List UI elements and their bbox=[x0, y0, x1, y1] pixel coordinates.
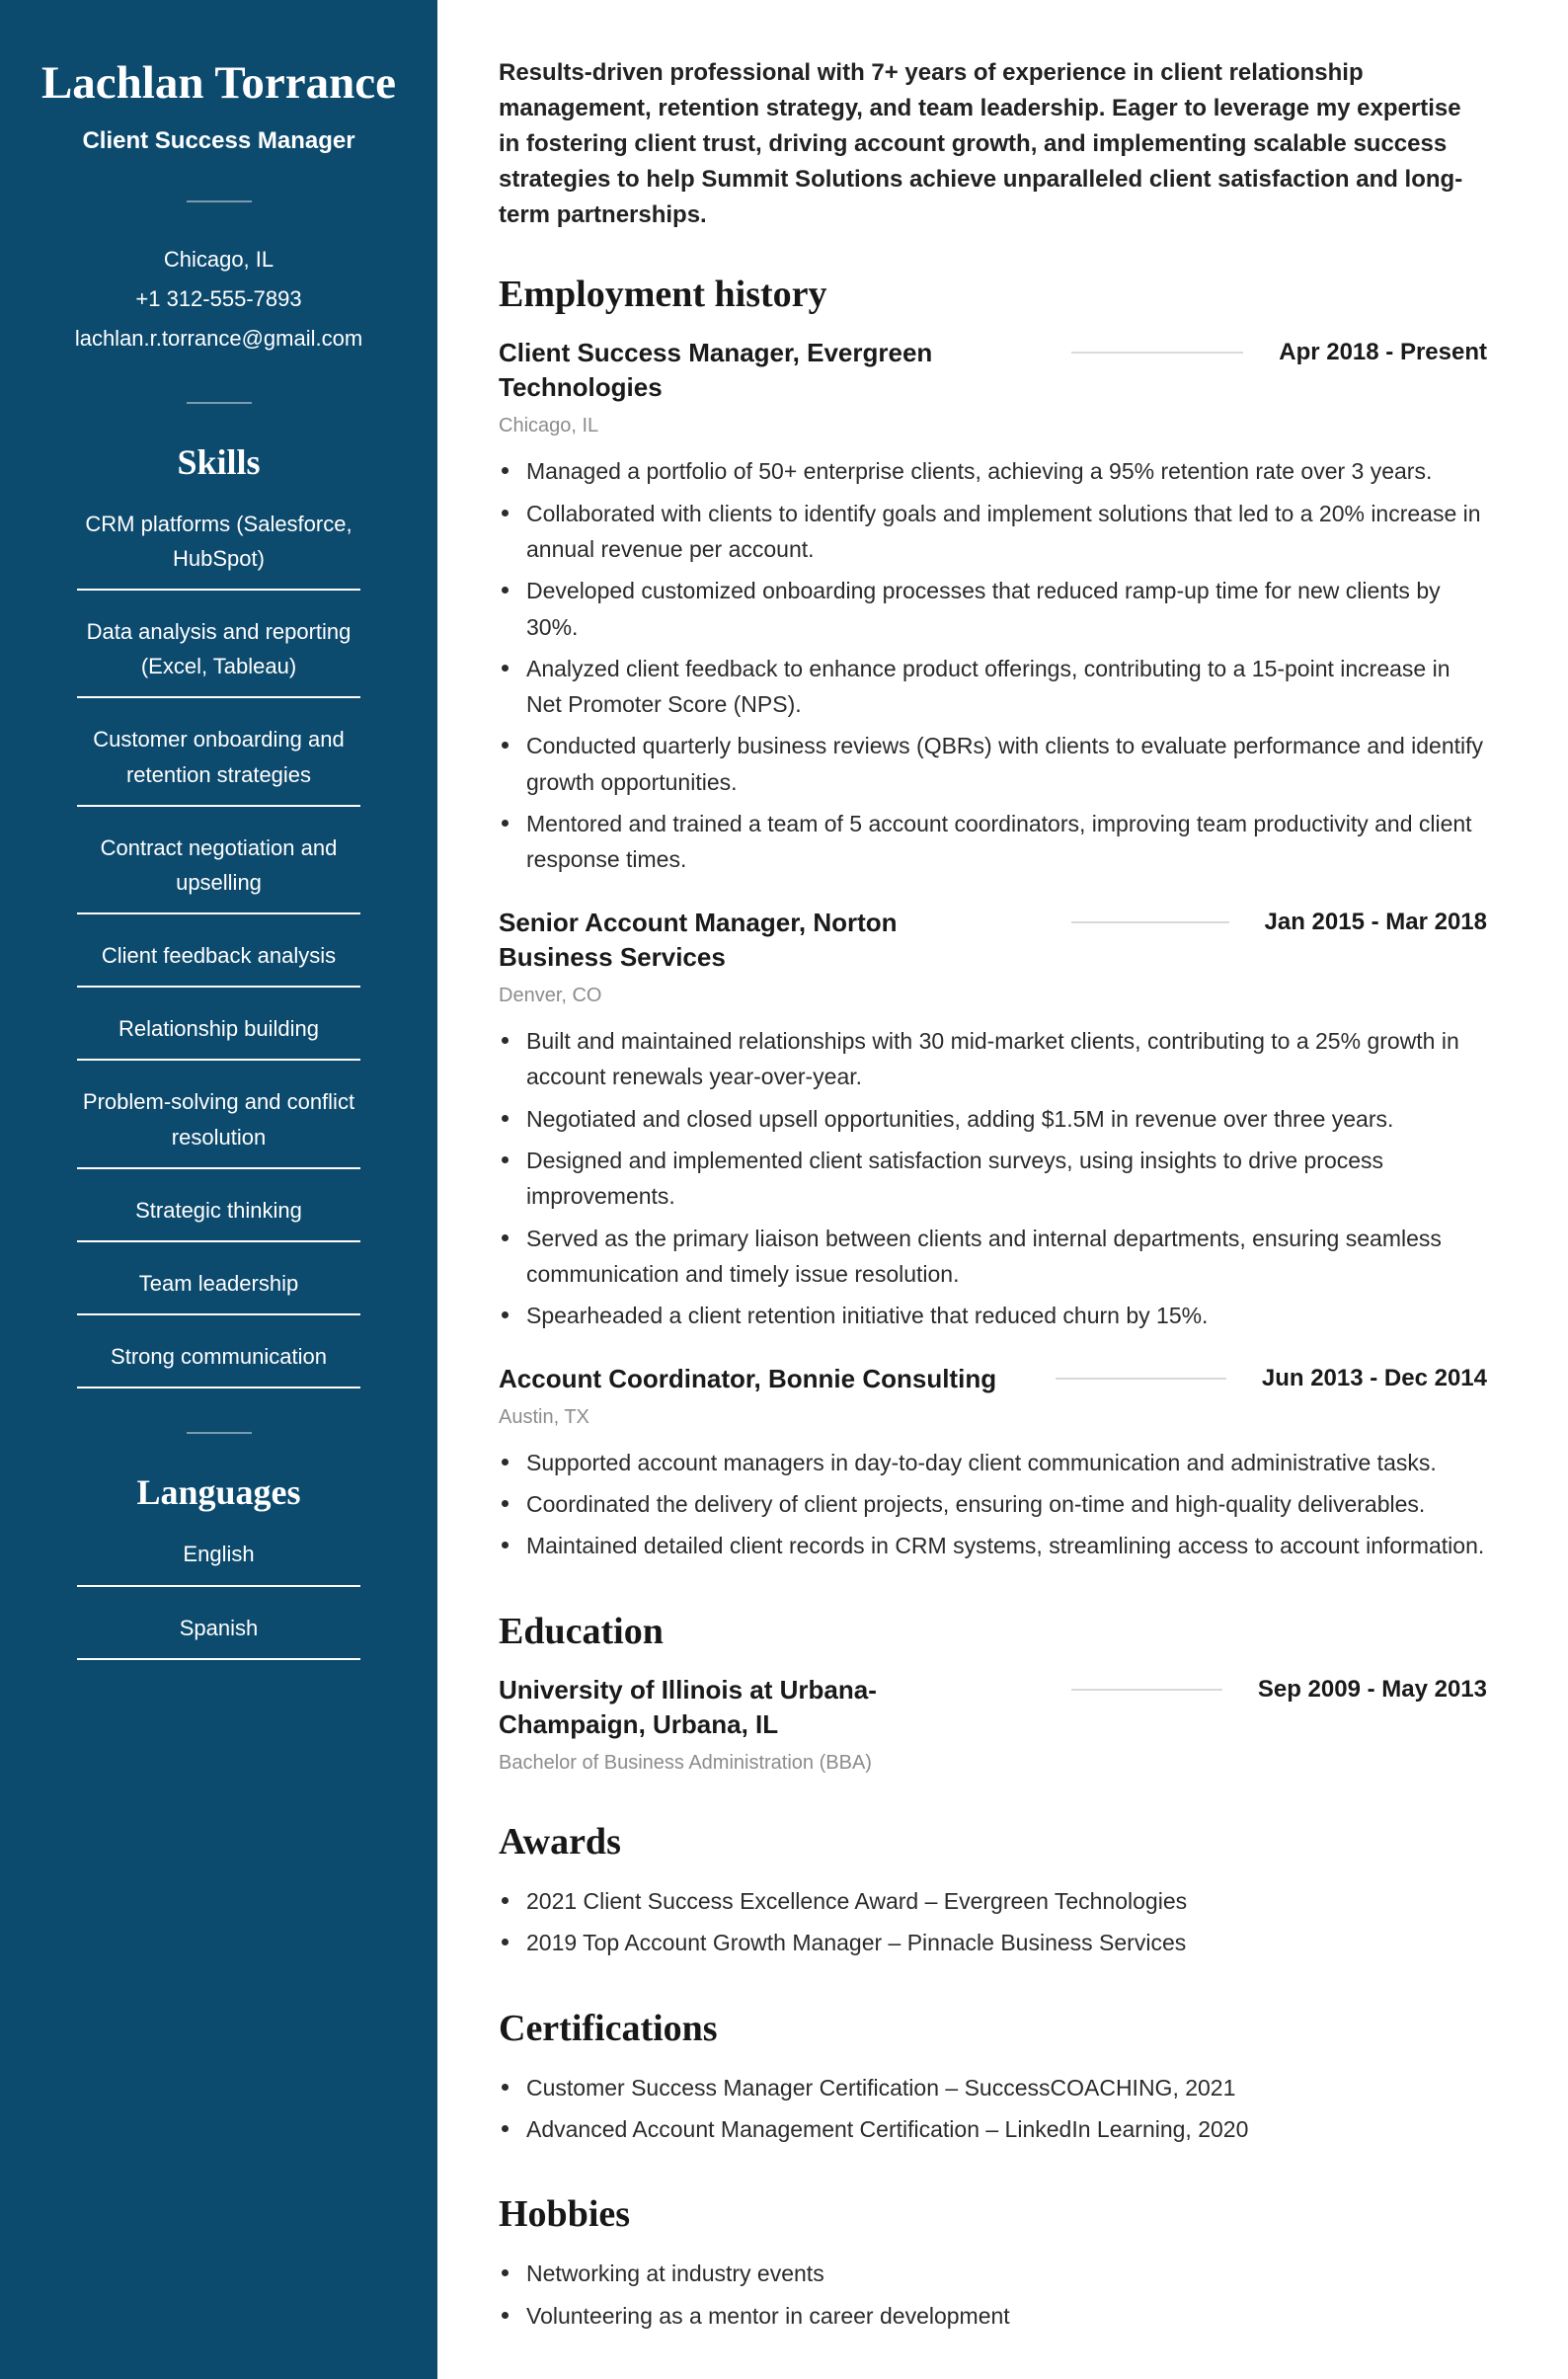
awards-heading: Awards bbox=[499, 1820, 621, 1863]
job-bullet: Analyzed client feedback to enhance product offerings, contributing to a 15-point increase in Net Promoter Score (NPS). bbox=[499, 651, 1487, 723]
job-header bbox=[499, 336, 1487, 405]
education-heading: Education bbox=[499, 1610, 664, 1652]
skill-item: Relationship building bbox=[77, 1011, 360, 1061]
job-dates: Jun 2013 - Dec 2014 bbox=[1261, 1364, 1487, 1391]
job-entry bbox=[499, 906, 1487, 1334]
languages-list bbox=[77, 1537, 360, 1659]
header-rule bbox=[1056, 1378, 1226, 1380]
hobby-item: Volunteering as a mentor in career development bbox=[499, 2298, 1487, 2334]
person-name: Lachlan Torrance bbox=[40, 57, 397, 109]
job-location: Austin, TX bbox=[499, 1405, 589, 1428]
hobby-item: Networking at industry events bbox=[499, 2256, 1487, 2291]
hobbies-list bbox=[499, 2256, 1487, 2334]
skill-item: Contract negotiation and upselling bbox=[77, 831, 360, 914]
education-header bbox=[499, 1673, 1487, 1742]
job-title: Client Success Manager, Evergreen Technologies bbox=[499, 338, 933, 403]
job-bullets bbox=[499, 1445, 1487, 1564]
language-item: Spanish bbox=[77, 1611, 360, 1660]
skill-item: Strong communication bbox=[77, 1339, 360, 1388]
certification-item: Advanced Account Management Certification – LinkedIn Learning, 2020 bbox=[499, 2111, 1487, 2147]
person-job-title: Client Success Manager bbox=[82, 127, 355, 155]
main-content bbox=[437, 0, 1568, 2379]
contact-list bbox=[28, 240, 410, 358]
job-dates: Apr 2018 - Present bbox=[1279, 339, 1487, 365]
sidebar bbox=[0, 0, 437, 2379]
sidebar-divider bbox=[187, 200, 252, 202]
skill-item: Customer onboarding and retention strategies bbox=[77, 722, 360, 806]
hobbies-heading: Hobbies bbox=[499, 2193, 631, 2236]
skill-item: Client feedback analysis bbox=[77, 938, 360, 988]
job-header bbox=[499, 906, 1487, 975]
job-bullet: Coordinated the delivery of client projects, ensuring on-time and high-quality deliverables. bbox=[499, 1486, 1487, 1522]
employment-history-heading: Employment history bbox=[499, 274, 827, 315]
header-rule bbox=[1071, 1689, 1222, 1691]
contact-item: lachlan.r.torrance@gmail.com bbox=[74, 325, 363, 351]
certification-item: Customer Success Manager Certification – SuccessCOACHING, 2021 bbox=[499, 2070, 1487, 2105]
job-header bbox=[499, 1362, 1487, 1396]
job-bullet: Collaborated with clients to identify goals and implement solutions that led to a 20% increase in annual revenue per account. bbox=[499, 496, 1487, 568]
job-bullet: Supported account managers in day-to-day client communication and administrative tasks. bbox=[499, 1445, 1487, 1480]
certifications-heading: Certifications bbox=[499, 2007, 718, 2049]
contact-item: Chicago, IL bbox=[163, 246, 274, 272]
jobs-list bbox=[499, 336, 1487, 1564]
degree: Bachelor of Business Administration (BBA) bbox=[499, 1751, 872, 1774]
profile-summary: Results-driven professional with 7+ years of experience in client relationship management, retention strategy, and team leadership. Eager to leverage my expertise in fostering client trust, driving account growth, and implementing scalable success strategies to help Summit Solutions achieve unparalleled client satisfaction and long-term partnerships. bbox=[499, 59, 1463, 228]
awards-list bbox=[499, 1883, 1487, 1961]
job-bullet: Designed and implemented client satisfaction surveys, using insights to drive process improvements. bbox=[499, 1143, 1487, 1215]
job-location: Chicago, IL bbox=[499, 415, 599, 437]
skills-heading: Skills bbox=[177, 441, 261, 482]
job-bullet: Maintained detailed client records in CRM systems, streamlining access to account information. bbox=[499, 1528, 1487, 1563]
job-bullets bbox=[499, 1023, 1487, 1334]
education-dates: Sep 2009 - May 2013 bbox=[1257, 1675, 1487, 1703]
skill-item: Strategic thinking bbox=[77, 1193, 360, 1242]
sidebar-divider bbox=[187, 402, 252, 404]
school-name: University of Illinois at Urbana-Champaign, Urbana, IL bbox=[499, 1674, 877, 1739]
header-rule bbox=[1071, 352, 1243, 354]
languages-heading: Languages bbox=[136, 1472, 301, 1513]
skill-item: CRM platforms (Salesforce, HubSpot) bbox=[77, 507, 360, 591]
job-entry bbox=[499, 1362, 1487, 1564]
job-bullet: Conducted quarterly business reviews (QBRs) with clients to evaluate performance and identify growth opportunities. bbox=[499, 728, 1487, 800]
job-bullet: Managed a portfolio of 50+ enterprise clients, achieving a 95% retention rate over 3 years. bbox=[499, 453, 1487, 489]
award-item: 2019 Top Account Growth Manager – Pinnacle Business Services bbox=[499, 1925, 1487, 1960]
language-item: English bbox=[77, 1537, 360, 1586]
award-item: 2021 Client Success Excellence Award – Evergreen Technologies bbox=[499, 1883, 1487, 1919]
job-bullet: Mentored and trained a team of 5 account coordinators, improving team productivity and client response times. bbox=[499, 806, 1487, 878]
job-bullet: Served as the primary liaison between clients and internal departments, ensuring seamless communication and timely issue resolution. bbox=[499, 1221, 1487, 1293]
skill-item: Problem-solving and conflict resolution bbox=[77, 1084, 360, 1168]
header-rule bbox=[1071, 921, 1229, 923]
job-entry bbox=[499, 336, 1487, 878]
contact-item: +1 312-555-7893 bbox=[135, 285, 302, 311]
job-bullets bbox=[499, 453, 1487, 878]
job-location: Denver, CO bbox=[499, 984, 602, 1006]
job-title: Account Coordinator, Bonnie Consulting bbox=[499, 1363, 997, 1393]
job-bullet: Developed customized onboarding processes that reduced ramp-up time for new clients by 30%. bbox=[499, 573, 1487, 645]
skill-item: Team leadership bbox=[77, 1266, 360, 1315]
job-bullet: Built and maintained relationships with 30 mid-market clients, contributing to a 25% growth in account renewals year-over-year. bbox=[499, 1023, 1487, 1095]
skill-item: Data analysis and reporting (Excel, Tableau) bbox=[77, 614, 360, 698]
education-entry bbox=[499, 1673, 1487, 1775]
skills-list bbox=[77, 507, 360, 1389]
job-title: Senior Account Manager, Norton Business Services bbox=[499, 907, 898, 972]
job-bullet: Negotiated and closed upsell opportunities, adding $1.5M in revenue over three years. bbox=[499, 1101, 1487, 1137]
job-bullet: Spearheaded a client retention initiative that reduced churn by 15%. bbox=[499, 1298, 1487, 1333]
certifications-list bbox=[499, 2070, 1487, 2148]
sidebar-divider bbox=[187, 1432, 252, 1434]
job-dates: Jan 2015 - Mar 2018 bbox=[1264, 908, 1487, 935]
